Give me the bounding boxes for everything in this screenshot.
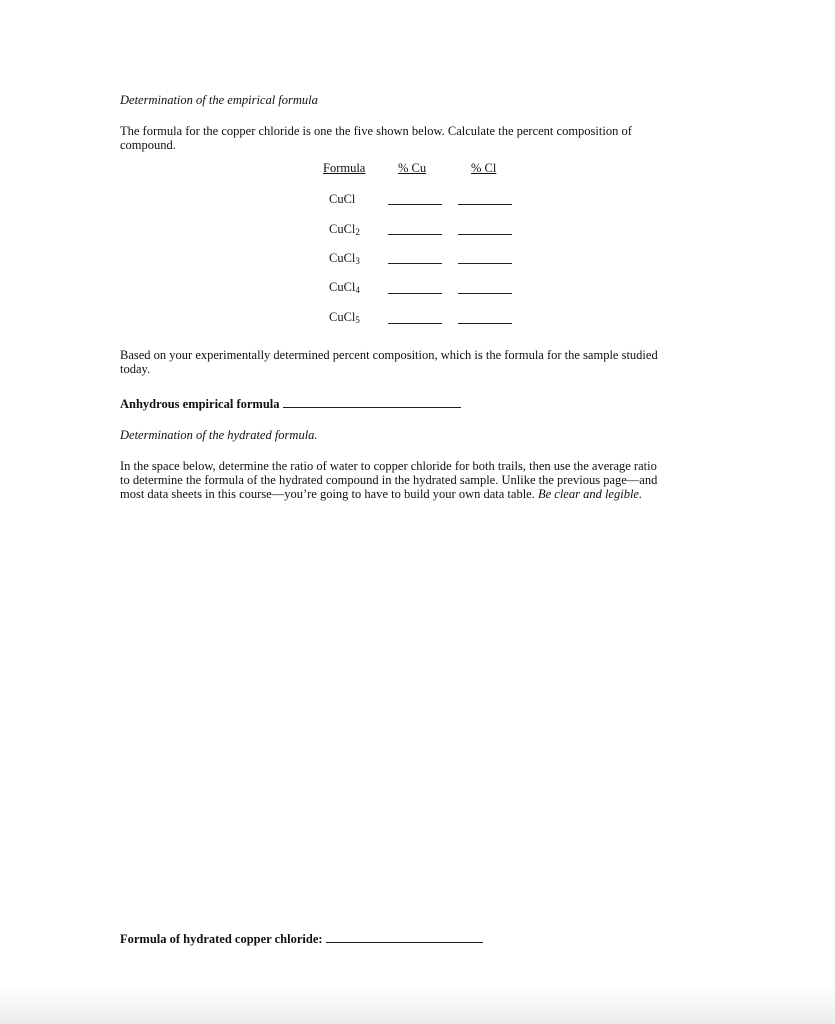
blank-cl-row1[interactable] [458, 204, 512, 205]
formula-cucl: CuCl [329, 192, 356, 206]
question-paragraph [120, 348, 720, 376]
hydrated-formula-row [120, 931, 483, 946]
intro-paragraph [120, 124, 720, 152]
section-heading-empirical: Determination of the empirical formula [120, 93, 318, 107]
instructions-line-2: to determine the formula of the hydrated compound in the hydrated sample. Unlike the previous page—and [120, 473, 658, 487]
instructions-paragraph [120, 459, 720, 501]
hydrated-formula-blank[interactable] [326, 931, 483, 943]
blank-cu-row3[interactable] [388, 263, 442, 264]
blank-cl-row5[interactable] [458, 323, 512, 324]
intro-line-2: compound. [120, 138, 176, 152]
blank-cu-row5[interactable] [388, 323, 442, 324]
anhydrous-formula-label: Anhydrous empirical formula [120, 397, 280, 411]
blank-cu-row2[interactable] [388, 234, 442, 235]
instructions-line-1: In the space below, determine the ratio of water to copper chloride for both trails, then use the average ratio [120, 459, 657, 473]
intro-line-1: The formula for the copper chloride is one the five shown below. Calculate the percent composition of [120, 124, 632, 138]
instructions-line-3: most data sheets in this course—you’re going to have to build your own data table. Be clear and legible. [120, 487, 643, 501]
formula-cucl5: CuCl$_5$ [329, 310, 360, 325]
anhydrous-formula-blank[interactable] [283, 396, 461, 408]
formula-cucl3: CuCl$_3$ [329, 251, 360, 266]
formula-cucl4: CuCl$_4$ [329, 280, 360, 295]
header-formula: Formula [323, 161, 366, 175]
blank-cu-row1[interactable] [388, 204, 442, 205]
question-line-1: Based on your experimentally determined percent composition, which is the formula for the sample studied [120, 348, 658, 362]
header-percent-cu: % Cu [398, 161, 427, 175]
formula-cucl2: CuCl$_2$ [329, 222, 360, 237]
blank-cu-row4[interactable] [388, 293, 442, 294]
anhydrous-formula-row [120, 396, 461, 411]
blank-cl-row4[interactable] [458, 293, 512, 294]
page-bottom-shadow [0, 984, 835, 1024]
blank-cl-row2[interactable] [458, 234, 512, 235]
blank-cl-row3[interactable] [458, 263, 512, 264]
header-percent-cl: % Cl [471, 161, 497, 175]
section-heading-hydrated: Determination of the hydrated formula. [120, 428, 318, 442]
hydrated-formula-label: Formula of hydrated copper chloride: [120, 932, 323, 946]
instructions-emphasis: Be clear and legible. [537, 487, 643, 501]
question-line-2: today. [120, 362, 151, 376]
